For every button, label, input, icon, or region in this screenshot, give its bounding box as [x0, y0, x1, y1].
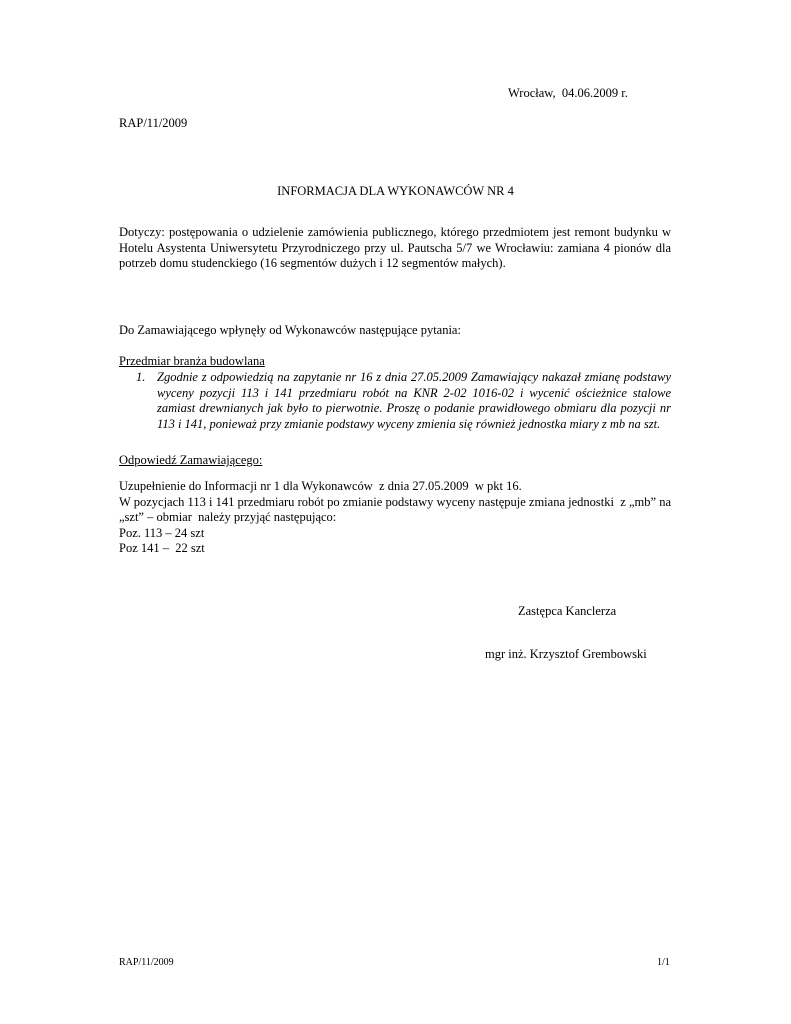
question-item — [119, 370, 671, 432]
answer-body — [119, 479, 675, 557]
signatory-name: mgr inż. Krzysztof Grembowski — [485, 647, 647, 661]
document-title: INFORMACJA DLA WYKONAWCÓW NR 4 — [277, 184, 514, 198]
question-text: Zgodnie z odpowiedzią na zapytanie nr 16 z dnia 27.05.2009 Zamawiający nakazał zmianę podstawy wyceny pozycji 113 i 141 przedmiaru robót na KNR 2-02 1016-02 i wycenić ościeżnice stalowe zamiast drewnianych jak było to pierwotnie. Proszę o podanie prawidłowego obmiaru dla pozycji nr 113 i 141, ponieważ przy zmianie podstawy wyceny zmienia się również jednostka miary z mb na szt. — [157, 370, 671, 431]
answer-line-1: Uzupełnienie do Informacji nr 1 dla Wykonawców z dnia 27.05.2009 w pkt 16. — [119, 479, 522, 493]
section-heading: Przedmiar branża budowlana — [119, 354, 265, 368]
answer-line-2: W pozycjach 113 i 141 przedmiaru robót po zmianie podstawy wyceny następuje zmiana jednostki z „mb” na „szt” – obmiar należy przyjąć następująco: — [119, 494, 675, 524]
signatory-role: Zastępca Kanclerza — [518, 604, 617, 618]
document-reference: RAP/11/2009 — [119, 116, 188, 130]
answer-heading: Odpowiedź Zamawiającego: — [119, 453, 263, 467]
regarding-paragraph: Dotyczy: postępowania o udzielenie zamówienia publicznego, którego przedmiotem jest remont budynku w Hotelu Asystenta Uniwersytetu Przyrodniczego przy ul. Pautscha 5/7 we Wrocławiu: zamiana 4 pionów dla potrzeb domu studenckiego (16 segmentów dużych i 12 segmentów małych). — [119, 225, 671, 270]
intro-paragraph: Do Zamawiającego wpłynęły od Wykonawców następujące pytania: — [119, 323, 461, 337]
question-number: 1. — [136, 370, 146, 384]
document-date: Wrocław, 04.06.2009 r. — [508, 86, 628, 100]
answer-line-4: Poz 141 – 22 szt — [119, 541, 205, 555]
answer-line-3: Poz. 113 – 24 szt — [119, 525, 205, 540]
footer-page-number: 1/1 — [657, 957, 670, 968]
footer-reference: RAP/11/2009 — [119, 957, 174, 968]
